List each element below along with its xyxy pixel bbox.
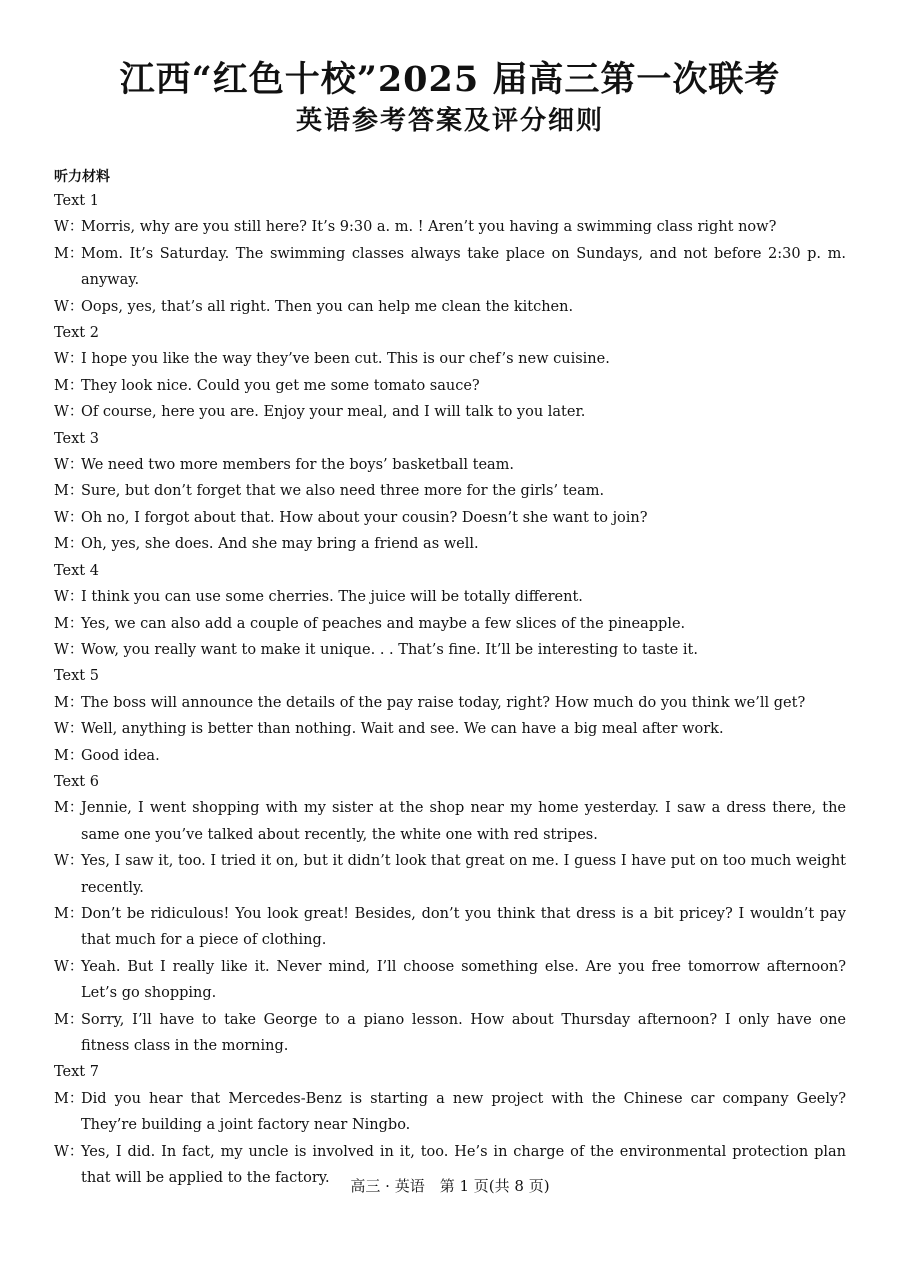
speaker-label: M： [54,905,84,922]
speaker-label: W： [54,404,84,421]
dialogue-line [54,1086,846,1139]
dialogue-line [54,848,846,901]
dialogue-text: Of course, here you are. Enjoy your meal, and I will talk to you later. [81,404,586,421]
dialogue-text: Mom. It’s Saturday. The swimming classes always take place on Sundays, and not before 2:30 p. m. anyway. [81,245,846,289]
dialogue-line [54,373,846,399]
dialogue-text: We need two more members for the boys’ basketball team. [81,457,515,474]
text-label: Text 4 [54,562,99,579]
speaker-label: W： [54,1143,84,1160]
dialogue-line [54,690,846,716]
speaker-label: M： [54,377,84,394]
dialogue-text: Oh no, I forgot about that. How about your cousin? Doesn’t she want to join? [81,509,648,526]
speaker-label: M： [54,800,84,817]
speaker-label: M： [54,483,84,500]
text-label: Text 1 [54,193,99,209]
speaker-label: M： [54,1011,84,1028]
speaker-label: M： [54,615,84,632]
dialogue-text: They look nice. Could you get me some tomato sauce? [81,377,480,394]
dialogue-text: Well, anything is better than nothing. Wait and see. We can have a big meal after work. [81,721,724,738]
text-label: Text 5 [54,668,99,685]
speaker-label: W： [54,641,84,658]
page-footer: 高三 · 英语 第 1 页(共 8 页) [350,1177,550,1195]
dialogue-text: Don’t be ridiculous! You look great! Besides, don’t you think that dress is a bit pricey? I wouldn’t pay that much for a piece of clothing. [81,905,846,949]
dialogue-text: Sorry, I’ll have to take George to a piano lesson. How about Thursday afternoon? I only have one fitness class in the morning. [81,1011,846,1054]
dialogue-line [54,584,846,610]
speaker-label: M： [54,747,84,764]
speaker-label: W： [54,853,84,870]
speaker-label: M： [54,1090,84,1107]
dialogue-text: Yes, I saw it, too. I tried it on, but it didn’t look that great on me. I guess I have put on too much weight recently. [81,853,846,896]
speaker-label: W： [54,298,84,315]
dialogue-line [54,478,846,504]
text-label: Text 3 [54,430,99,447]
speaker-label: W： [54,509,84,526]
text-label: Text 2 [54,325,99,342]
dialogue-text: Yes, we can also add a couple of peaches and maybe a few slices of the pineapple. [81,615,686,632]
dialogue-text: Jennie, I went shopping with my sister at the shop near my home yesterday. I saw a dress there, the same one you’ve talked about recently, the white one with red stripes. [81,800,846,843]
dialogue-line [54,452,846,478]
dialogue-line [54,531,846,557]
dialogue-line [54,795,846,848]
dialogue-line [54,901,846,954]
dialogue-line [54,241,846,294]
dialogue-line [54,505,846,531]
dialogue-text: Sure, but don’t forget that we also need three more for the girls’ team. [81,483,605,500]
dialogue-text: Yes, I did. In fact, my uncle is involved in it, too. He’s in charge of the environmental protection plan that will be applied to the factory. [81,1143,846,1187]
text-label: Text 6 [54,773,99,790]
speaker-label: W： [54,589,84,606]
dialogue-line [54,346,846,372]
dialogue-text: Morris, why are you still here? It’s 9:30 a. m. ! Aren’t you having a swimming class right now? [81,219,777,236]
speaker-label: M： [54,245,84,262]
dialogue-line [54,611,846,637]
dialogue-text: The boss will announce the details of the pay raise today, right? How much do you think we’ll get? [81,694,806,711]
speaker-label: W： [54,457,84,474]
text-label: Text 7 [54,1064,99,1081]
dialogue-text: Wow, you really want to make it unique. . . That’s fine. It’ll be interesting to taste it. [81,641,698,658]
dialogue-text: Yeah. But I really like it. Never mind, I’ll choose something else. Are you free tomorrow afternoon? Let’s go shopping. [81,958,846,1002]
dialogue-text: Good idea. [81,747,160,764]
speaker-label: W： [54,351,84,368]
dialogue-text: Did you hear that Mercedes-Benz is starting a new project with the Chinese car company Geely? They’re building a joint factory near Ningbo. [81,1090,846,1134]
dialogue-line [54,214,846,240]
dialogue-text: Oops, yes, that’s all right. Then you can help me clean the kitchen. [81,298,574,315]
dialogue-text: I hope you like the way they’ve been cut. This is our chef’s new cuisine. [81,351,610,368]
dialogue-text: I think you can use some cherries. The juice will be totally different. [81,589,583,606]
speaker-label: M： [54,694,84,711]
speaker-label: W： [54,219,84,236]
page-subtitle: 英语参考答案及评分细则 [295,106,604,136]
page-title: 江西“红色十校”2025 届高三第一次联考 [119,59,781,100]
speaker-label: M： [54,536,84,553]
dialogue-line [54,716,846,742]
dialogue-line [54,1007,846,1060]
listening-transcript [54,188,846,1191]
dialogue-line [54,954,846,1007]
dialogue-line [54,637,846,663]
speaker-label: W： [54,721,84,738]
section-heading: 听力材料 [54,169,110,185]
dialogue-line [54,399,846,425]
dialogue-line [54,294,846,320]
speaker-label: W： [54,958,84,975]
dialogue-line [54,743,846,769]
dialogue-text: Oh, yes, she does. And she may bring a friend as well. [81,536,479,553]
